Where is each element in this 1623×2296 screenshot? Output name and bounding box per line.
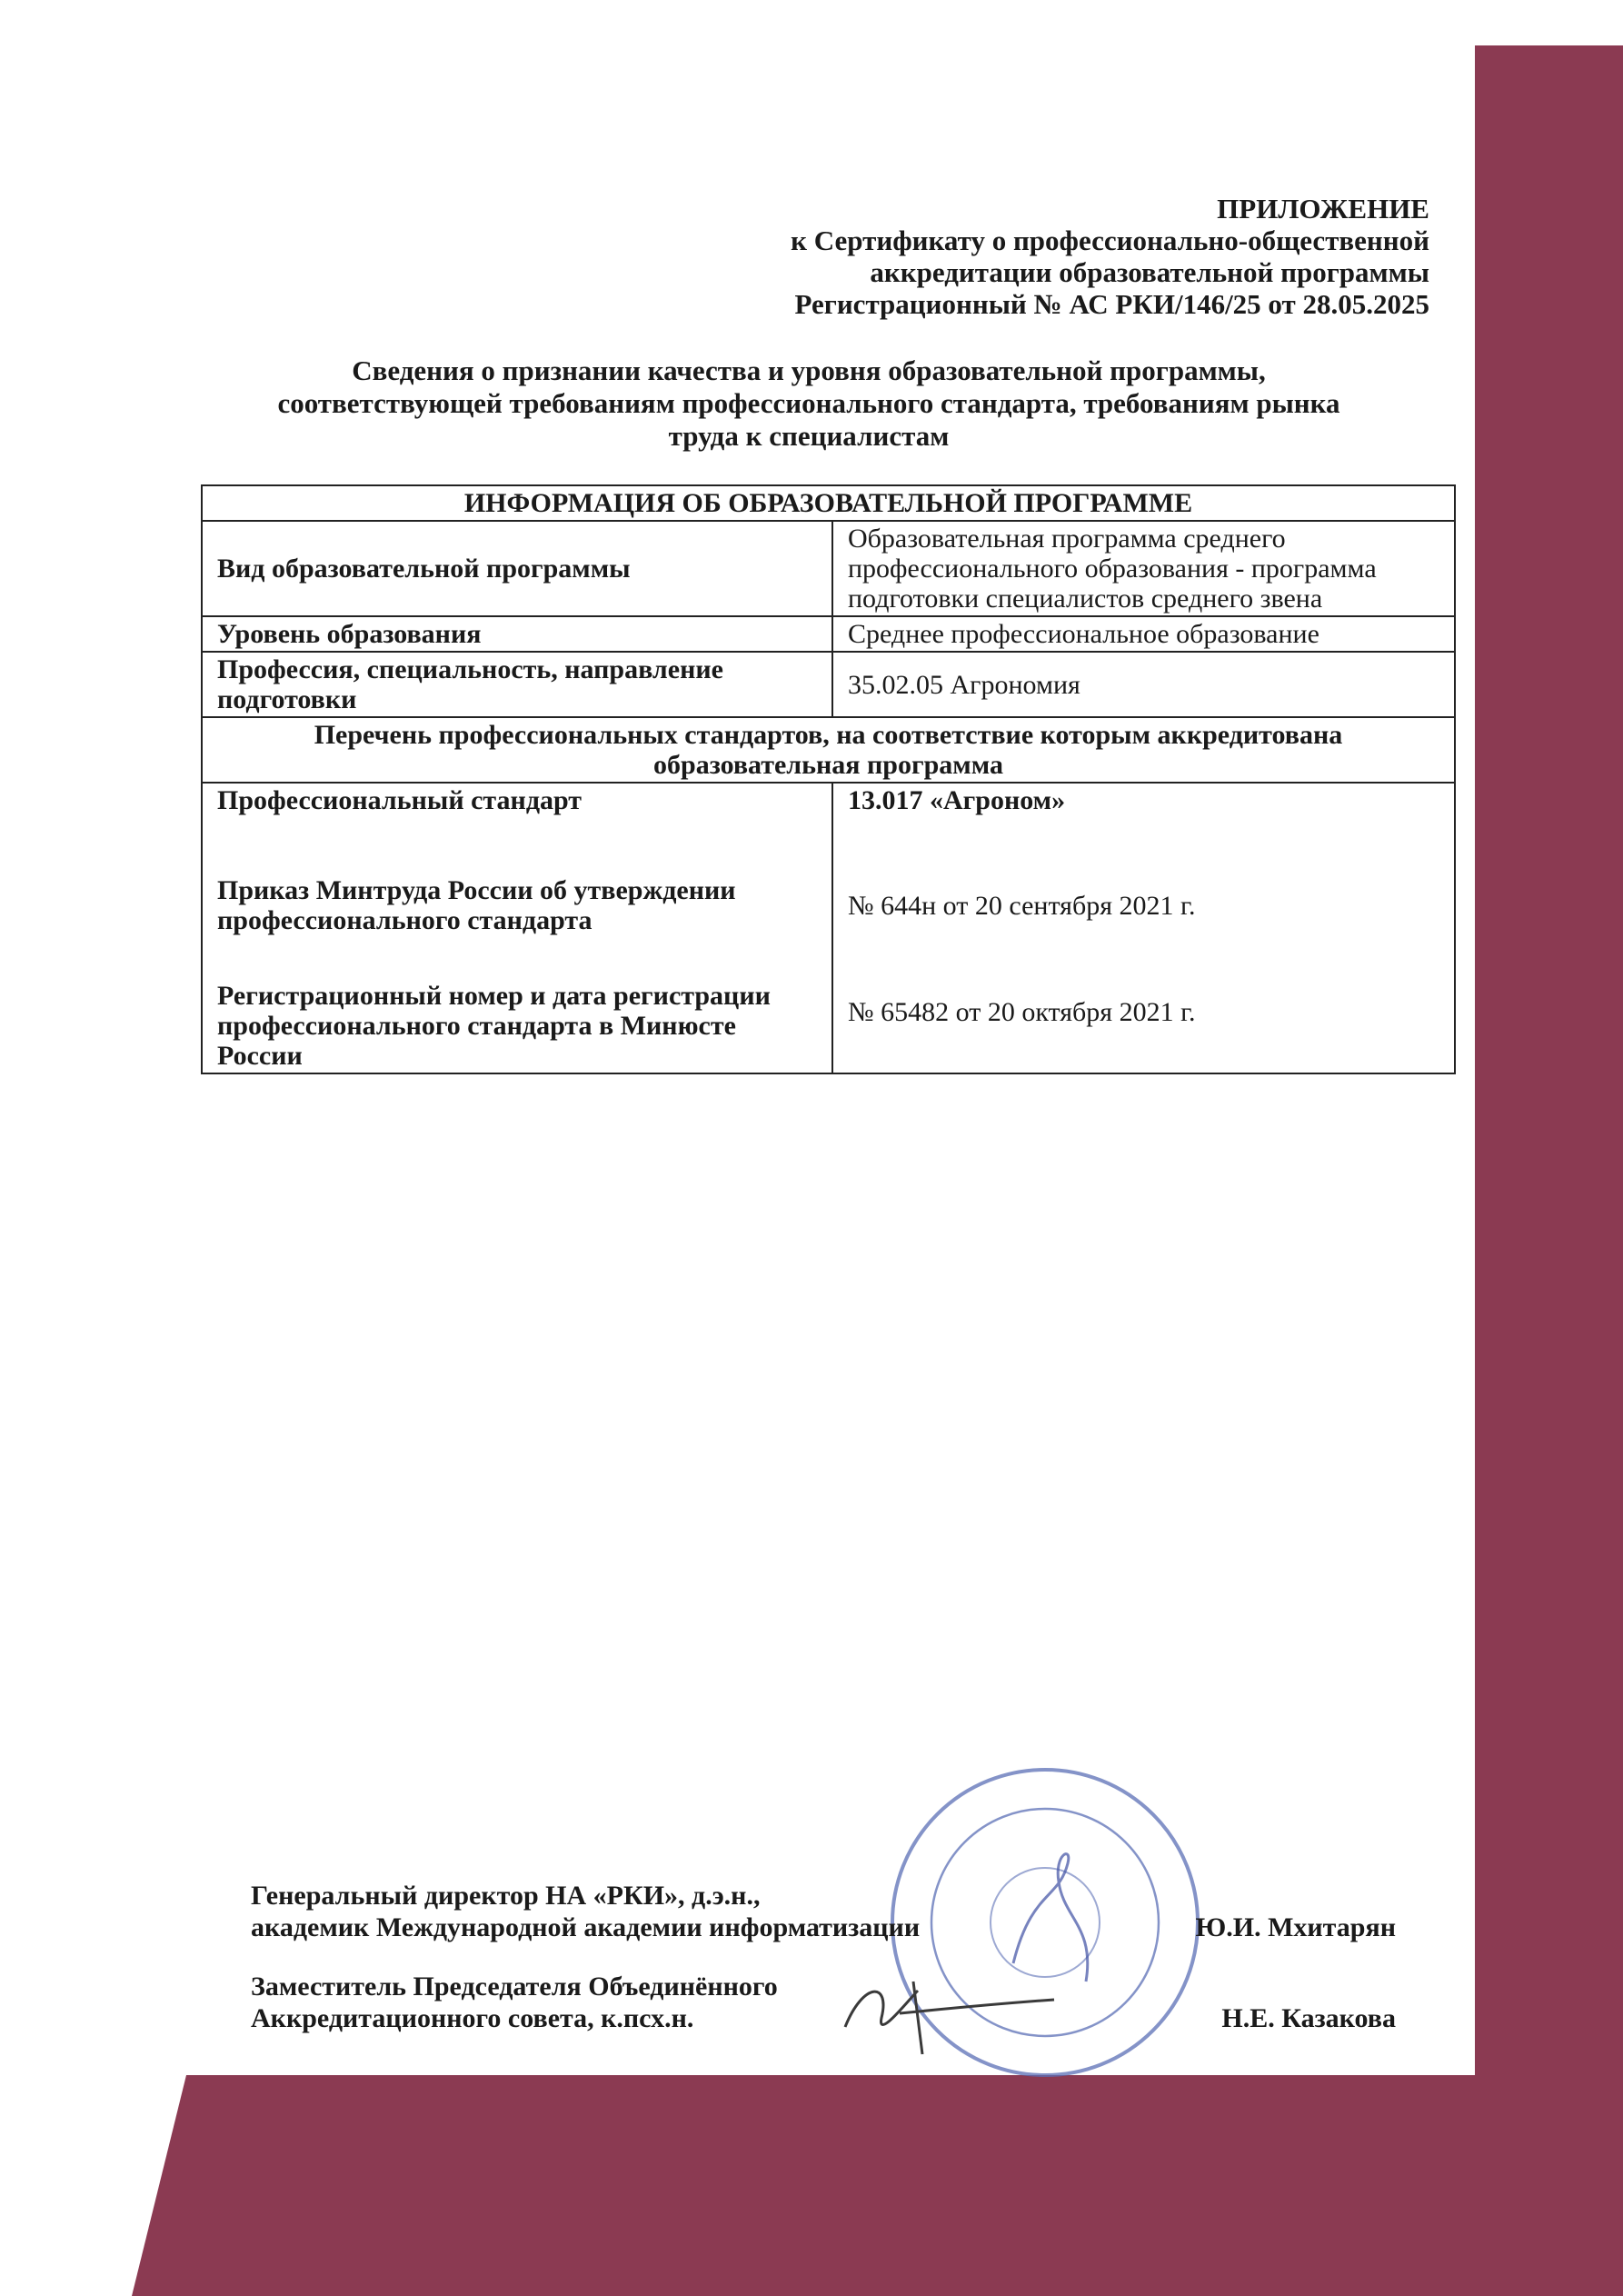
registration-value: № 65482 от 20 октября 2021 г. xyxy=(848,997,1196,1027)
table-row xyxy=(202,652,1455,717)
standard-values-cell xyxy=(832,783,1455,1073)
decorative-border-bottom xyxy=(132,2075,1623,2296)
table-row-standard xyxy=(202,783,1455,1073)
signature-row xyxy=(251,1880,1423,1943)
standard-labels-cell xyxy=(202,783,832,1073)
decorative-border-right xyxy=(1475,45,1623,2296)
signatory-2-name: Н.Е. Казакова xyxy=(1221,2003,1396,2033)
subtitle-line-1: Сведения о признании качества и уровня образовательной программы, xyxy=(352,354,1266,386)
signatory-1-name: Ю.И. Мхитарян xyxy=(1195,1912,1396,1942)
section-title-standards: Перечень профессиональных стандартов, на соответствие которым аккредитована образовательная программа xyxy=(202,717,1455,783)
row-value-education-level: Среднее профессиональное образование xyxy=(832,616,1455,652)
signatory-2-title-line-1: Заместитель Председателя Объединённого xyxy=(251,1972,778,2002)
signature-row xyxy=(251,1971,1423,2034)
subtitle-line-3: труда к специалистам xyxy=(668,420,950,452)
header-line-2: к Сертификату о профессионально-общественной xyxy=(791,225,1429,256)
standard-value: 13.017 «Агроном» xyxy=(848,785,1066,815)
order-label: Приказ Минтруда России об утверждении профессионального стандарта xyxy=(217,875,736,935)
header-line-3: аккредитации образовательной программы xyxy=(870,256,1429,288)
registration-label: Регистрационный номер и дата регистрации профессионального стандарта в Минюсте России xyxy=(217,981,771,1071)
order-value: № 644н от 20 сентября 2021 г. xyxy=(848,891,1196,921)
row-label-specialty: Профессия, специальность, направление подготовки xyxy=(202,652,832,717)
header-line-4: Регистрационный № АС РКИ/146/25 от 28.05.2025 xyxy=(794,288,1429,320)
header-line-1: ПРИЛОЖЕНИЕ xyxy=(1217,193,1429,225)
signatory-1-title-line-1: Генеральный директор НА «РКИ», д.э.н., xyxy=(251,1881,761,1911)
table-row xyxy=(202,616,1455,652)
signatory-1-title-line-2: академик Международной академии информатизации xyxy=(251,1912,921,1942)
table-section-header xyxy=(202,717,1455,783)
document-subtitle xyxy=(182,354,1436,453)
section-title-program-info: ИНФОРМАЦИЯ ОБ ОБРАЗОВАТЕЛЬНОЙ ПРОГРАММЕ xyxy=(202,485,1455,521)
row-value-program-type: Образовательная программа среднего профессионального образования - программа подготовки специалистов среднего звена xyxy=(832,521,1455,616)
table-row xyxy=(202,521,1455,616)
subtitle-line-2: соответствующей требованиям профессионального стандарта, требованиям рынка xyxy=(277,387,1340,419)
table-section-header xyxy=(202,485,1455,521)
row-label-education-level: Уровень образования xyxy=(202,616,832,652)
row-label-program-type: Вид образовательной программы xyxy=(202,521,832,616)
signatory-2-title-line-2: Аккредитационного совета, к.псх.н. xyxy=(251,2003,694,2033)
program-info-table xyxy=(201,484,1456,1074)
row-value-specialty: 35.02.05 Агрономия xyxy=(832,652,1455,717)
appendix-header xyxy=(612,193,1429,320)
standard-label: Профессиональный стандарт xyxy=(217,785,582,815)
signatures-block xyxy=(251,1880,1423,2034)
